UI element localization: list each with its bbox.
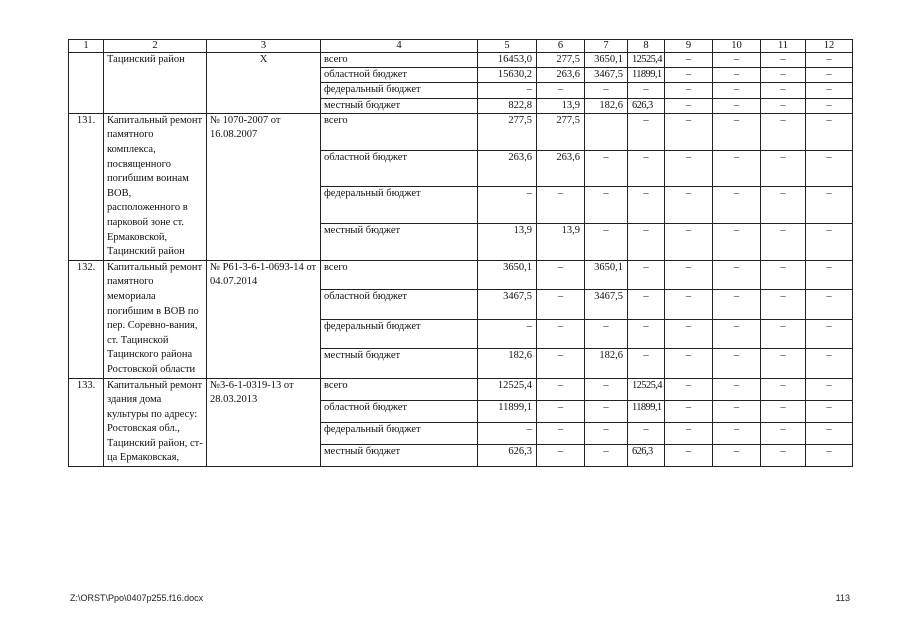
budget-value: –: [806, 53, 853, 68]
budget-value: 12525,4: [628, 378, 665, 400]
budget-value: –: [665, 53, 713, 68]
budget-value: –: [806, 260, 853, 289]
budget-value: –: [537, 400, 585, 422]
budget-value: 3467,5: [478, 290, 537, 319]
budget-value: –: [665, 68, 713, 83]
budget-source: областной бюджет: [321, 150, 478, 187]
budget-value: –: [665, 290, 713, 319]
budget-value: –: [665, 400, 713, 422]
budget-value: –: [537, 444, 585, 466]
header-cell: 12: [806, 40, 853, 53]
item-number: 133.: [69, 378, 104, 467]
budget-table: [68, 39, 853, 467]
budget-value: 822,8: [478, 98, 537, 113]
budget-value: –: [537, 260, 585, 289]
budget-value: –: [628, 224, 665, 261]
footer-page-number: 113: [835, 593, 850, 603]
budget-source: местный бюджет: [321, 224, 478, 261]
budget-value: –: [761, 422, 806, 444]
budget-value: –: [713, 187, 761, 224]
budget-value: –: [665, 349, 713, 378]
budget-value: 3650,1: [478, 260, 537, 289]
budget-value: –: [761, 224, 806, 261]
budget-value: –: [806, 422, 853, 444]
budget-value: –: [665, 224, 713, 261]
budget-value: –: [713, 290, 761, 319]
table-row: [69, 113, 853, 150]
budget-value: –: [806, 290, 853, 319]
budget-value: –: [761, 150, 806, 187]
budget-value: –: [628, 319, 665, 348]
budget-value: –: [585, 422, 628, 444]
budget-value: –: [806, 98, 853, 113]
budget-value: –: [713, 400, 761, 422]
header-cell: 4: [321, 40, 478, 53]
budget-value: 626,3: [478, 444, 537, 466]
item-description: Капитальный ремонт памятного комплекса, посвященного погибшим воинам ВОВ, расположенного в парковой зоне ст. Ермаковской, Тацинский район: [104, 113, 207, 260]
budget-value: –: [761, 187, 806, 224]
budget-value: –: [713, 150, 761, 187]
budget-value: 277,5: [537, 53, 585, 68]
budget-value: –: [806, 113, 853, 150]
header-cell: 5: [478, 40, 537, 53]
budget-source: федеральный бюджет: [321, 422, 478, 444]
budget-value: 182,6: [478, 349, 537, 378]
budget-value: –: [713, 319, 761, 348]
budget-value: 11899,1: [628, 400, 665, 422]
budget-value: –: [478, 187, 537, 224]
budget-value: –: [628, 187, 665, 224]
budget-value: –: [665, 113, 713, 150]
budget-value: –: [806, 187, 853, 224]
budget-value: –: [665, 319, 713, 348]
budget-value: –: [713, 422, 761, 444]
budget-value: [585, 113, 628, 150]
budget-value: –: [713, 113, 761, 150]
budget-value: 3467,5: [585, 290, 628, 319]
budget-value: 626,3: [628, 98, 665, 113]
budget-value: 12525,4: [478, 378, 537, 400]
budget-value: –: [628, 113, 665, 150]
budget-value: 3650,1: [585, 53, 628, 68]
budget-value: –: [537, 349, 585, 378]
item-document: Х: [207, 53, 321, 114]
item-document: №3-6-1-0319-13 от 28.03.2013: [207, 378, 321, 467]
budget-source: областной бюджет: [321, 68, 478, 83]
budget-value: –: [585, 187, 628, 224]
budget-value: –: [537, 378, 585, 400]
budget-value: –: [761, 290, 806, 319]
budget-value: –: [628, 150, 665, 187]
item-number: 131.: [69, 113, 104, 260]
budget-value: –: [713, 53, 761, 68]
budget-source: всего: [321, 378, 478, 400]
budget-value: –: [628, 290, 665, 319]
budget-value: –: [806, 400, 853, 422]
budget-value: –: [761, 113, 806, 150]
budget-value: –: [713, 224, 761, 261]
item-document: № Р61-3-6-1-0693-14 от 04.07.2014: [207, 260, 321, 378]
header-cell: 10: [713, 40, 761, 53]
item-number: 132.: [69, 260, 104, 378]
budget-value: 277,5: [478, 113, 537, 150]
budget-value: –: [761, 400, 806, 422]
budget-value: –: [665, 150, 713, 187]
budget-value: –: [665, 378, 713, 400]
budget-value: –: [713, 378, 761, 400]
budget-value: –: [537, 83, 585, 98]
budget-value: 12525,4: [628, 53, 665, 68]
header-row: [69, 40, 853, 53]
budget-value: –: [665, 444, 713, 466]
header-cell: 3: [207, 40, 321, 53]
header-cell: 9: [665, 40, 713, 53]
budget-value: –: [806, 68, 853, 83]
budget-source: федеральный бюджет: [321, 83, 478, 98]
budget-value: –: [585, 150, 628, 187]
budget-value: 263,6: [537, 150, 585, 187]
budget-value: –: [761, 444, 806, 466]
budget-value: –: [713, 68, 761, 83]
budget-value: –: [806, 349, 853, 378]
budget-value: –: [665, 187, 713, 224]
item-number: [69, 53, 104, 114]
budget-value: –: [537, 319, 585, 348]
budget-value: 626,3: [628, 444, 665, 466]
budget-source: всего: [321, 113, 478, 150]
budget-value: –: [665, 98, 713, 113]
budget-value: 11899,1: [478, 400, 537, 422]
budget-value: –: [585, 83, 628, 98]
budget-value: –: [806, 444, 853, 466]
budget-value: –: [806, 150, 853, 187]
budget-value: –: [806, 319, 853, 348]
budget-value: –: [713, 260, 761, 289]
budget-value: 277,5: [537, 113, 585, 150]
budget-value: 182,6: [585, 349, 628, 378]
budget-value: –: [585, 444, 628, 466]
header-cell: 6: [537, 40, 585, 53]
budget-value: 15630,2: [478, 68, 537, 83]
budget-value: –: [585, 319, 628, 348]
budget-source: местный бюджет: [321, 444, 478, 466]
budget-source: областной бюджет: [321, 290, 478, 319]
budget-source: местный бюджет: [321, 98, 478, 113]
budget-value: –: [585, 400, 628, 422]
budget-value: –: [713, 349, 761, 378]
budget-value: –: [761, 53, 806, 68]
budget-value: 263,6: [537, 68, 585, 83]
budget-value: 11899,1: [628, 68, 665, 83]
budget-source: федеральный бюджет: [321, 319, 478, 348]
budget-value: 3650,1: [585, 260, 628, 289]
budget-value: –: [628, 83, 665, 98]
table-row: [69, 260, 853, 289]
budget-value: 13,9: [537, 98, 585, 113]
budget-value: –: [806, 224, 853, 261]
item-document: № 1070-2007 от 16.08.2007: [207, 113, 321, 260]
budget-value: 3467,5: [585, 68, 628, 83]
budget-value: –: [478, 422, 537, 444]
budget-value: 16453,0: [478, 53, 537, 68]
budget-value: –: [478, 319, 537, 348]
header-cell: 2: [104, 40, 207, 53]
budget-value: –: [713, 98, 761, 113]
budget-value: –: [628, 349, 665, 378]
budget-source: всего: [321, 260, 478, 289]
budget-value: 182,6: [585, 98, 628, 113]
header-cell: 8: [628, 40, 665, 53]
budget-source: федеральный бюджет: [321, 187, 478, 224]
item-description: Капитальный ремонт здания дома культуры по адресу: Ростовская обл., Тацинский район, ст-ца Ермаковская,: [104, 378, 207, 467]
budget-value: –: [478, 83, 537, 98]
budget-value: –: [806, 83, 853, 98]
budget-value: –: [713, 444, 761, 466]
header-cell: 7: [585, 40, 628, 53]
budget-value: –: [761, 319, 806, 348]
budget-value: –: [761, 349, 806, 378]
budget-value: –: [628, 260, 665, 289]
header-cell: 11: [761, 40, 806, 53]
item-description: Тацинский район: [104, 53, 207, 114]
budget-value: 13,9: [537, 224, 585, 261]
budget-value: –: [806, 378, 853, 400]
budget-value: –: [628, 422, 665, 444]
budget-value: –: [585, 378, 628, 400]
budget-value: –: [585, 224, 628, 261]
table-row: [69, 378, 853, 400]
budget-value: –: [761, 98, 806, 113]
footer-file-path: Z:\ORST\Ppo\0407p255.f16.docx: [70, 593, 204, 603]
table-row: [69, 53, 853, 68]
budget-source: местный бюджет: [321, 349, 478, 378]
header-cell: 1: [69, 40, 104, 53]
budget-value: –: [665, 83, 713, 98]
budget-value: 263,6: [478, 150, 537, 187]
budget-value: –: [761, 378, 806, 400]
budget-source: всего: [321, 53, 478, 68]
budget-value: –: [761, 260, 806, 289]
budget-source: областной бюджет: [321, 400, 478, 422]
budget-value: –: [665, 422, 713, 444]
budget-value: –: [665, 260, 713, 289]
budget-value: –: [761, 83, 806, 98]
budget-value: –: [537, 290, 585, 319]
budget-value: –: [713, 83, 761, 98]
item-description: Капитальный ремонт памятного мемориала погибшим в ВОВ по пер. Соревно-вания, ст. Тацинской Тацинского района Ростовской области: [104, 260, 207, 378]
budget-value: –: [537, 187, 585, 224]
budget-value: 13,9: [478, 224, 537, 261]
budget-value: –: [761, 68, 806, 83]
document-page: [68, 39, 852, 467]
budget-value: –: [537, 422, 585, 444]
